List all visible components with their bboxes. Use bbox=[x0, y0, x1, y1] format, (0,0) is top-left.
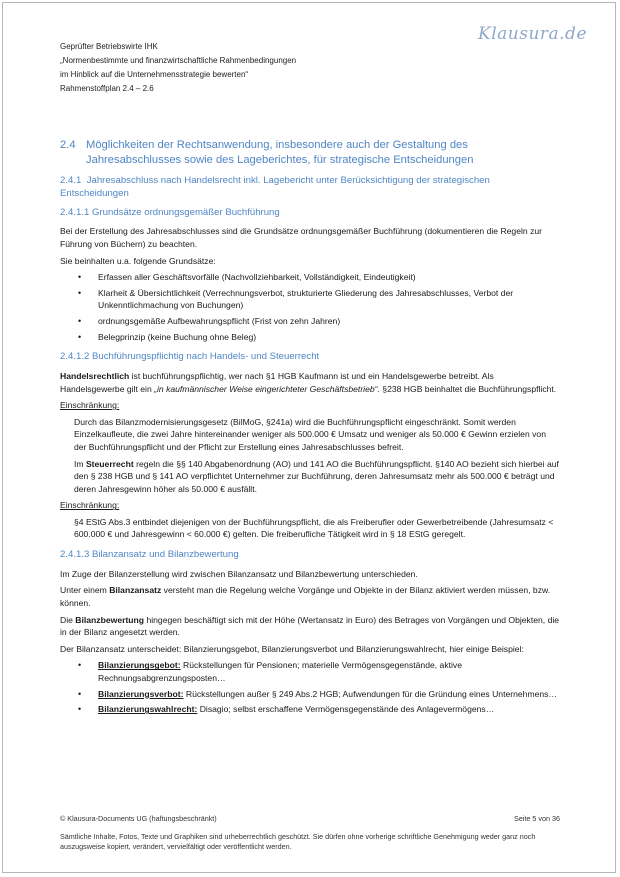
document-body bbox=[60, 138, 560, 720]
document-header bbox=[60, 40, 296, 96]
header-line: Rahmenstoffplan 2.4 – 2.6 bbox=[60, 84, 154, 93]
paragraph: Die Bilanzbewertung hingegen beschäftigt sich mit der Höhe (Wertansatz in Euro) des Betrages von Vorgängen und Objekten, die in der Bilanz angesetzt werden. bbox=[60, 614, 560, 638]
restriction-label: Einschränkung: bbox=[60, 500, 120, 511]
bullet-icon: • bbox=[78, 660, 82, 671]
paragraph: Durch das Bilanzmodernisierungsgesetz (BilMoG, §241a) wird die Buchführungspflicht eingeschränkt. Somit werden Einzelkaufleute, die zwei Jahre hintereinander weniger als 500.000 € Umsatz und weniger als 50.000 € Gewinn erzielen von der Buchführungspflicht und der Pflicht zur Erstellung eines Jahresabschlusses befreit. bbox=[74, 416, 546, 452]
section-2-4-heading bbox=[60, 138, 560, 167]
section-2-4-1-2-heading: 2.4.1.2 Buchführungspflichtig nach Handels- und Steuerrecht bbox=[60, 351, 320, 363]
section-2-4-1-heading bbox=[60, 175, 560, 201]
paragraph: Handelsrechtlich ist buchführungspflichtig, wer nach §1 HGB Kaufmann ist und ein Handelsgewerbe betreibt. Als Handelsgewerbe gilt ein „in kaufmännischer Weise eingerichteter Geschäftsbetrieb“. §238 HGB beinhaltet die Buchführungspflicht. bbox=[60, 370, 557, 394]
section-title: Möglichkeiten der Rechtsanwendung, insbesondere auch der Gestaltung des Jahresabschlusses sowie des Lageberichtes, für strategische Entscheidungen bbox=[86, 139, 474, 166]
footer-top-row bbox=[60, 814, 560, 824]
paragraph: Im Steuerrecht regeln die §§ 140 Abgabenordnung (AO) und 141 AO die Buchführungspflicht. §140 AO bezieht sich hierbei auf den § 238 HGB und § 141 AO verpflichtet Unternehmer zur Buchführung, deren Jahresumsatz mehr als 500.000 € beträgt und deren Jahresgewinn höher als 50.000 € ausfällt. bbox=[74, 458, 559, 494]
bilanzierung-list bbox=[60, 659, 560, 715]
section-2-4-1-1-heading: 2.4.1.1 Grundsätze ordnungsgemäßer Buchführung bbox=[60, 206, 280, 218]
bullet-icon: • bbox=[78, 331, 82, 342]
header-line: Geprüfter Betriebswirte IHK bbox=[60, 42, 158, 51]
klausura-logo bbox=[478, 24, 588, 52]
paragraph: Unter einem Bilanzansatz versteht man die Regelung welche Vorgänge und Objekte in der Bilanz aktiviert werden müssen, bzw. können. bbox=[60, 585, 551, 609]
bullet-icon: • bbox=[78, 272, 82, 283]
paragraph: Bei der Erstellung des Jahresabschlusses sind die Grundsätze ordnungsgemäßer Buchführung (dokumentieren die Regeln zur Führung von Büchern) zu beachten. bbox=[60, 226, 543, 249]
restriction-label: Einschränkung: bbox=[60, 400, 120, 411]
bullet-icon: • bbox=[78, 704, 82, 715]
paragraph: §4 EStG Abs.3 entbindet diejenigen von der Buchführungspflicht, die als Freiberufler oder Gewerbetreibende (Jahresumsatz < 600.000 € und Jahresgewinn < 60.000 €) gelten. Die freiberufliche Tätigkeit wird in § 18 EStG geregelt. bbox=[74, 516, 554, 540]
section-number: 2.4.1 bbox=[60, 175, 82, 186]
term-bilanzbewertung: Bilanzbewertung bbox=[75, 614, 145, 625]
logo-text: Klausura.de bbox=[478, 24, 588, 44]
list-item: • Klarheit & Übersichtlichkeit (Verrechnungsverbot, strukturierte Gliederung des Jahresabschlusses, Verbot der Unkenntlichmachung von Buchungen) bbox=[78, 287, 514, 311]
document-footer bbox=[60, 814, 560, 852]
footer-company: © Klausura-Documents UG (haftungsbeschränkt) bbox=[60, 814, 217, 823]
header-line: „Normenbestimmte und finanzwirtschaftliche Rahmenbedingungen bbox=[60, 56, 297, 65]
copyright-notice: Sämtliche Inhalte, Fotos, Texte und Graphiken sind urheberrechtlich geschützt. Sie dürfen ohne vorherige schriftliche Genehmigung weder ganz noch auszugsweise kopiert, verändert, vervielfältigt oder veröffentlicht werden. bbox=[60, 832, 536, 851]
list-item: • Bilanzierungswahlrecht: Disagio; selbst erschaffene Vermögensgegenstände des Anlagevermögens… bbox=[78, 704, 495, 715]
term-handelsrechtlich: Handelsrechtlich bbox=[60, 370, 130, 381]
term-bilanzansatz: Bilanzansatz bbox=[109, 585, 162, 596]
bullet-icon: • bbox=[78, 688, 82, 699]
list-item: • Erfassen aller Geschäftsvorfälle (Nachvollziehbarkeit, Vollständigkeit, Eindeutigkeit) bbox=[78, 272, 416, 283]
header-line: im Hinblick auf die Unternehmensstrategie bewerten“ bbox=[60, 70, 249, 79]
page-number: Seite 5 von 36 bbox=[514, 814, 560, 823]
bullet-icon: • bbox=[78, 315, 82, 326]
paragraph: Sie beinhalten u.a. folgende Grundsätze: bbox=[60, 255, 216, 266]
section-2-4-1-3-heading: 2.4.1.3 Bilanzansatz und Bilanzbewertung bbox=[60, 549, 239, 561]
paragraph: Der Bilanzansatz unterscheidet: Bilanzierungsgebot, Bilanzierungsverbot und Bilanzierungswahlrecht, hier einige Beispiel: bbox=[60, 643, 524, 654]
list-item: • ordnungsgemäße Aufbewahrungspflicht (Frist von zehn Jahren) bbox=[78, 315, 341, 326]
bullet-icon: • bbox=[78, 287, 82, 298]
list-item: • Bilanzierungsverbot: Rückstellungen außer § 249 Abs.2 HGB; Aufwendungen für die Gründung eines Unternehmens… bbox=[78, 688, 558, 699]
list-item: • Bilanzierungsgebot: Rückstellungen für Pensionen; materielle Vermögensgegenstände, aktive Rechnungsabgrenzungsposten… bbox=[78, 660, 462, 684]
list-item: • Belegprinzip (keine Buchung ohne Beleg) bbox=[78, 331, 257, 342]
section-number: 2.4 bbox=[60, 139, 76, 151]
section-title: Jahresabschluss nach Handelsrecht inkl. Lagebericht unter Berücksichtigung der strategischen Entscheidungen bbox=[60, 175, 490, 199]
term-steuerrecht: Steuerrecht bbox=[85, 458, 134, 469]
paragraph: Im Zuge der Bilanzerstellung wird zwischen Bilanzansatz und Bilanzbewertung unterschieden. bbox=[60, 568, 418, 579]
principles-list bbox=[60, 271, 560, 343]
